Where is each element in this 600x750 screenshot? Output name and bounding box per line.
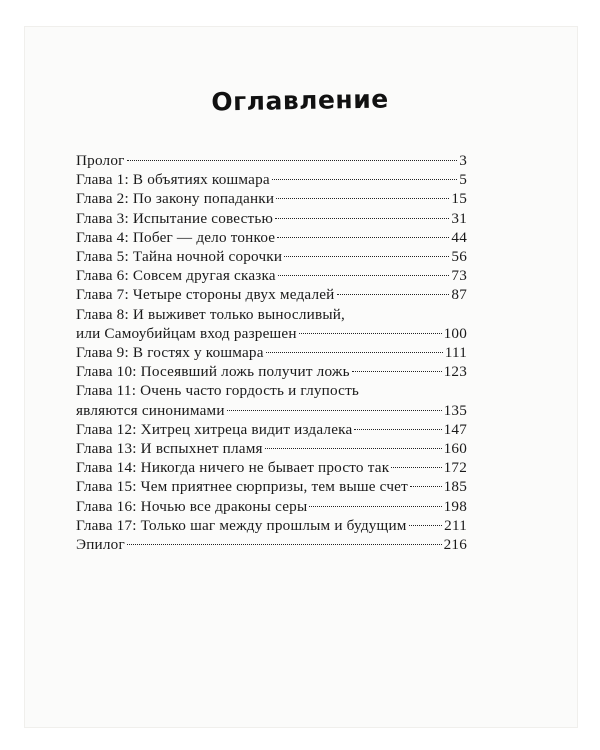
toc-entry-page: 44 — [451, 228, 467, 246]
toc-entry-title: Глава 6: Совсем другая сказка — [76, 267, 276, 285]
toc-entry — [76, 516, 467, 535]
dot-leader — [409, 525, 443, 526]
toc-entry-line — [76, 535, 467, 554]
dot-leader — [391, 467, 441, 468]
dot-leader — [265, 448, 442, 449]
toc-entry-page: 211 — [444, 516, 467, 534]
toc-entry-line — [76, 458, 467, 477]
toc-entry-page: 100 — [443, 324, 467, 342]
table-of-contents — [76, 151, 467, 554]
toc-entry — [76, 535, 467, 554]
toc-entry-title: Глава 5: Тайна ночной сорочки — [76, 248, 283, 266]
dot-leader — [127, 544, 442, 545]
toc-entry-page: 15 — [451, 190, 467, 208]
toc-entry — [76, 497, 467, 516]
toc-entry-title: Глава 8: И выживет только выносливый, — [76, 305, 346, 323]
toc-entry-page: 135 — [443, 401, 467, 419]
toc-entry-line — [76, 266, 467, 285]
toc-entry-title: Глава 16: Ночью все драконы серы — [76, 497, 308, 515]
page-title: Оглавление — [211, 84, 389, 117]
toc-entry-title: Глава 7: Четыре стороны двух медалей — [76, 286, 335, 304]
toc-entry-line — [76, 324, 467, 343]
toc-entry — [76, 420, 467, 439]
toc-entry-line — [76, 362, 467, 381]
dot-leader — [352, 371, 442, 372]
toc-entry-line — [76, 151, 467, 170]
toc-entry-page: 87 — [451, 286, 467, 304]
toc-entry-line — [76, 516, 467, 535]
dot-leader — [299, 333, 442, 334]
toc-entry-page: 56 — [451, 248, 467, 266]
toc-entry-line — [76, 477, 467, 496]
toc-entry-title: Глава 14: Никогда ничего не бывает просто так — [76, 459, 390, 477]
dot-leader — [276, 198, 449, 199]
toc-entry — [76, 305, 467, 343]
toc-entry-page: 147 — [443, 420, 467, 438]
toc-entry-page: 5 — [459, 171, 467, 189]
toc-entry-page: 216 — [443, 536, 467, 554]
dot-leader — [337, 294, 450, 295]
dot-leader — [275, 218, 449, 219]
toc-entry — [76, 458, 467, 477]
toc-entry — [76, 381, 467, 419]
toc-entry-page: 160 — [443, 440, 467, 458]
toc-entry-title: Глава 1: В объятиях кошмара — [76, 171, 270, 189]
toc-entry-title: Глава 9: В гостях у кошмара — [76, 344, 264, 362]
toc-entry-line — [76, 189, 467, 208]
toc-entry-title: Эпилог — [76, 536, 125, 554]
toc-entry — [76, 266, 467, 285]
toc-entry-title: Глава 12: Хитрец хитреца видит издалека — [76, 420, 353, 438]
toc-entry-page: 73 — [451, 267, 467, 285]
toc-entry-title: Глава 3: Испытание совестью — [76, 209, 274, 227]
toc-entry — [76, 477, 467, 496]
toc-entry-title: Глава 2: По закону попаданки — [76, 190, 275, 208]
dot-leader — [227, 410, 442, 411]
toc-entry — [76, 170, 467, 189]
toc-entry-page: 31 — [451, 209, 467, 227]
toc-entry — [76, 247, 467, 266]
toc-entry-title: Глава 17: Только шаг между прошлым и будущим — [76, 516, 407, 534]
toc-entry-line — [76, 497, 467, 516]
toc-entry — [76, 439, 467, 458]
dot-leader — [354, 429, 441, 430]
toc-entry-line — [76, 285, 467, 304]
toc-entry-title: Глава 13: И вспыхнет пламя — [76, 440, 263, 458]
toc-entry — [76, 362, 467, 381]
toc-entry-title: или Самоубийцам вход разрешен — [76, 324, 297, 342]
dot-leader — [410, 486, 442, 487]
dot-leader — [277, 237, 449, 238]
dot-leader — [266, 352, 443, 353]
toc-entry-line — [76, 170, 467, 189]
toc-entry-line — [76, 439, 467, 458]
toc-entry — [76, 343, 467, 362]
toc-entry-title: Глава 4: Побег — дело тонкое — [76, 228, 276, 246]
toc-entry-page: 172 — [443, 459, 467, 477]
toc-entry-line — [76, 420, 467, 439]
dot-leader — [309, 506, 441, 507]
toc-entry-line — [76, 228, 467, 247]
toc-entry-page: 123 — [443, 363, 467, 381]
dot-leader — [272, 179, 457, 180]
toc-entry-page: 185 — [443, 478, 467, 496]
toc-entry-title: Пролог — [76, 152, 125, 169]
toc-entry-title: являются синонимами — [76, 401, 225, 419]
toc-entry — [76, 228, 467, 247]
toc-entry — [76, 151, 467, 170]
toc-entry-page: 198 — [443, 497, 467, 515]
toc-entry — [76, 189, 467, 208]
toc-entry-line — [76, 401, 467, 420]
toc-entry-line — [76, 247, 467, 266]
toc-entry-page: 3 — [459, 152, 467, 169]
toc-entry-title: Глава 10: Посеявший ложь получит ложь — [76, 363, 350, 381]
toc-entry — [76, 209, 467, 228]
toc-entry-title: Глава 15: Чем приятнее сюрпризы, тем выше счет — [76, 478, 408, 496]
toc-entry — [76, 285, 467, 304]
dot-leader — [278, 275, 450, 276]
toc-entry-line — [76, 343, 467, 362]
dot-leader — [284, 256, 449, 257]
toc-entry-line — [76, 209, 467, 228]
toc-entry-page: 111 — [444, 344, 467, 362]
toc-entry-title: Глава 11: Очень часто гордость и глупость — [76, 382, 360, 400]
dot-leader — [127, 160, 458, 161]
